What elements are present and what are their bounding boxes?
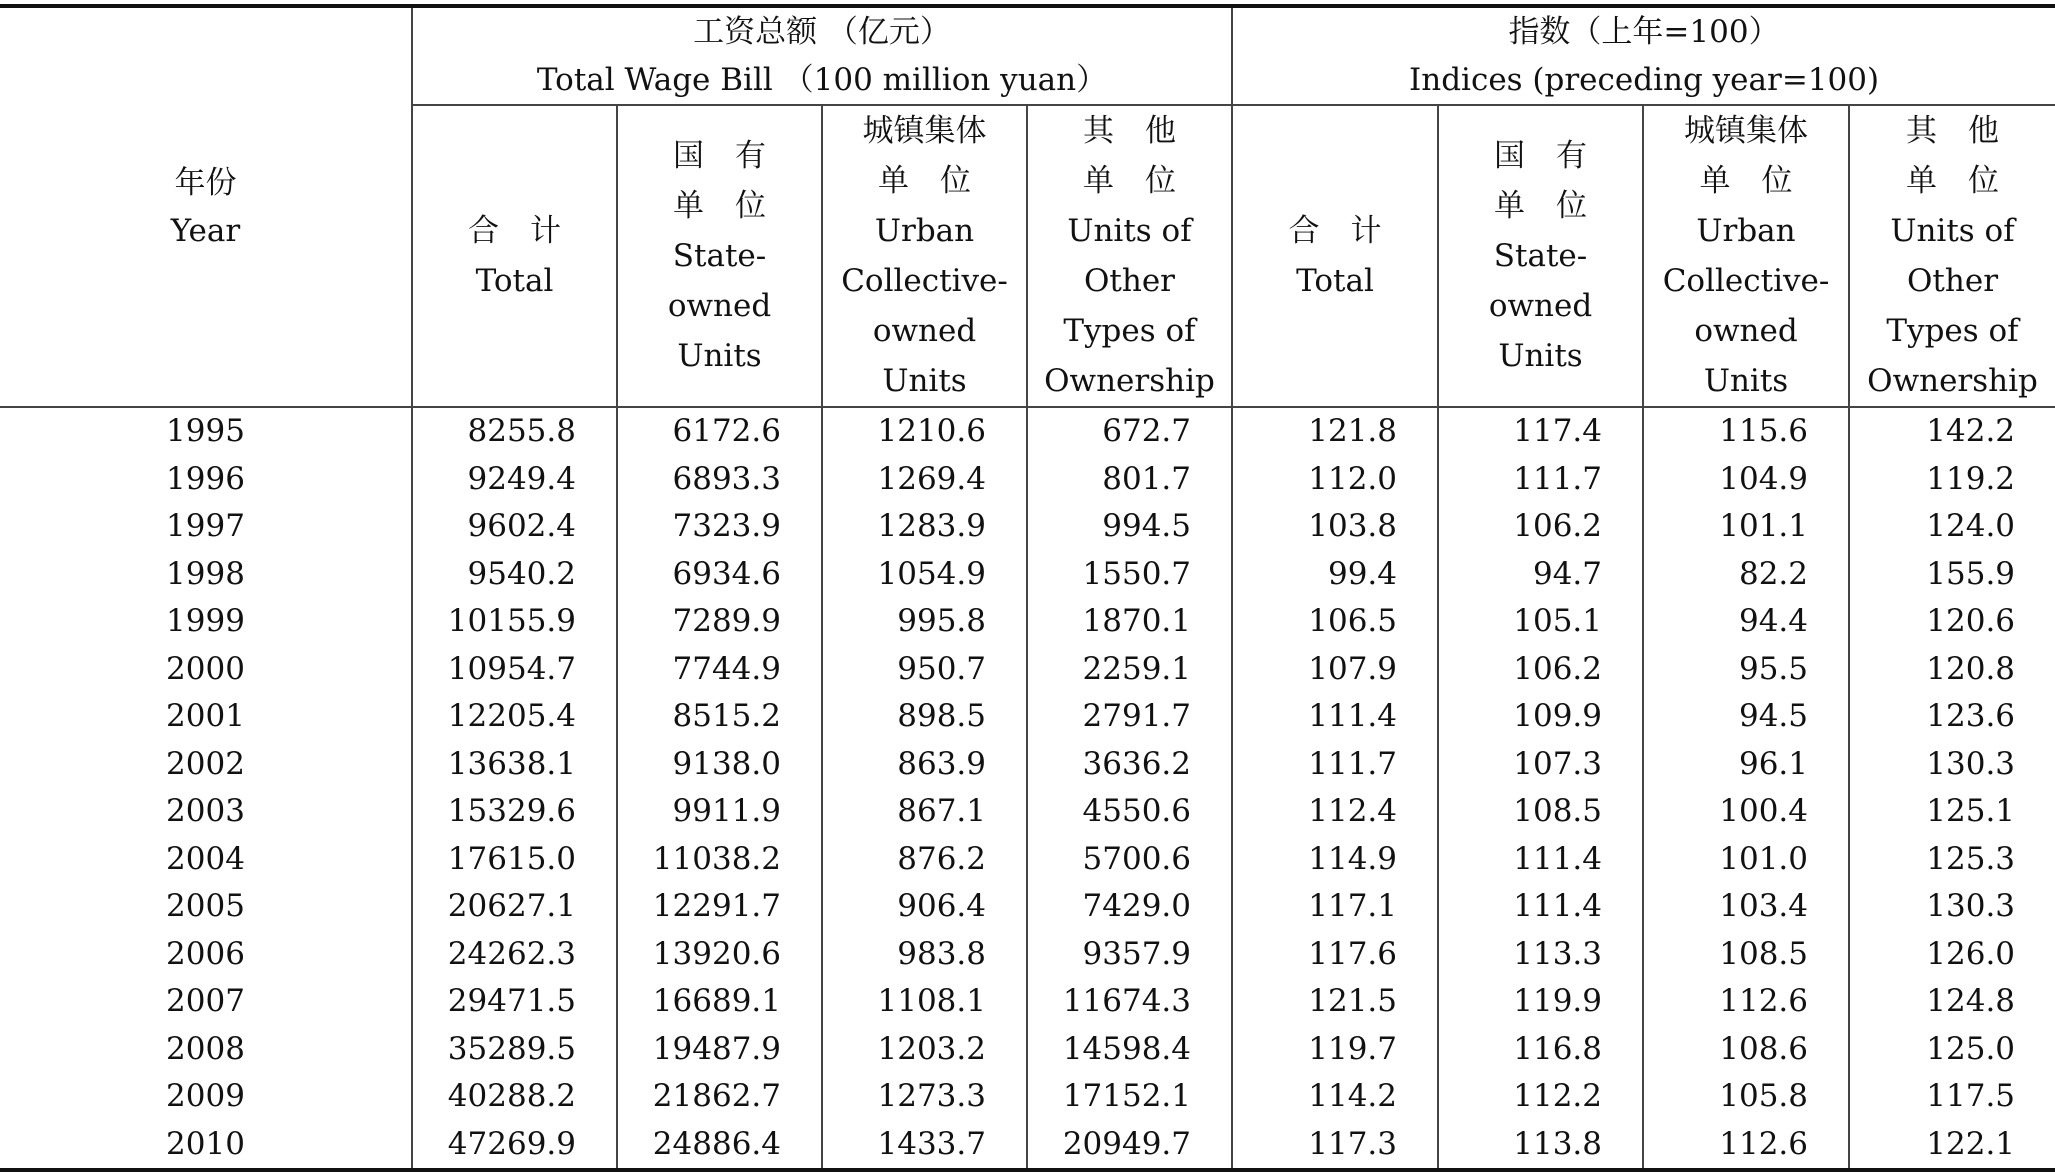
- wage-cell-1: 6934.6: [617, 551, 822, 599]
- year-cell: 2003: [0, 788, 412, 836]
- wage-cell-2: 867.1: [822, 788, 1027, 836]
- year-cell: 2006: [0, 931, 412, 979]
- index-cell-0: 107.9: [1232, 646, 1438, 694]
- wage-cell-1: 7744.9: [617, 646, 822, 694]
- index-cell-0: 111.7: [1232, 741, 1438, 789]
- index-cell-1: 111.4: [1438, 883, 1643, 931]
- wage-cell-2: 1203.2: [822, 1026, 1027, 1074]
- table-row: [0, 646, 2055, 694]
- wage-cell-1: 19487.9: [617, 1026, 822, 1074]
- col-header-en: Units: [1703, 363, 1789, 399]
- wage-cell-0: 24262.3: [412, 931, 617, 979]
- wage-cell-0: 47269.9: [412, 1121, 617, 1171]
- index-cell-2: 82.2: [1643, 551, 1849, 599]
- index-cell-1: 109.9: [1438, 693, 1643, 741]
- wage-cell-0: 10954.7: [412, 646, 617, 694]
- index-cell-1: 117.4: [1438, 407, 1643, 456]
- year-header-en: Year: [170, 213, 241, 249]
- wage-cell-1: 9138.0: [617, 741, 822, 789]
- index-cell-1: 116.8: [1438, 1026, 1643, 1074]
- wage-cell-2: 1269.4: [822, 456, 1027, 504]
- col-header-en: Units: [882, 363, 967, 399]
- wage-cell-1: 16689.1: [617, 978, 822, 1026]
- col-header-en: State-: [672, 238, 767, 274]
- table-row: [0, 788, 2055, 836]
- col-header-en: Other: [1084, 263, 1176, 299]
- table-row: [0, 503, 2055, 551]
- wage-cell-2: 1433.7: [822, 1121, 1027, 1171]
- wage-cell-1: 11038.2: [617, 836, 822, 884]
- index-cell-3: 120.8: [1926, 650, 2016, 687]
- col-header-cn1: 国 有: [1494, 138, 1588, 174]
- index-cell-3: 155.9: [1926, 555, 2016, 592]
- index-cell-2: 103.4: [1643, 883, 1849, 931]
- wage-cell-0: 9540.2: [412, 551, 617, 599]
- index-cell-1: 106.2: [1438, 503, 1643, 551]
- table-row: [0, 1073, 2055, 1121]
- wage-cell-0: 15329.6: [412, 788, 617, 836]
- table-row: [0, 598, 2055, 646]
- wage-cell-3: 2259.1: [1027, 646, 1232, 694]
- index-group-cn: 指数（上年=100）: [1508, 14, 1780, 50]
- col-header-cn1: 合 计: [468, 213, 561, 249]
- wage-cell-3: 9357.9: [1027, 931, 1232, 979]
- wage-cell-3: 20949.7: [1027, 1121, 1232, 1171]
- col-header-en: owned: [1488, 288, 1593, 324]
- table-header: [0, 6, 2055, 407]
- index-cell-3: 125.0: [1926, 1030, 2016, 1067]
- year-cell: 1995: [0, 407, 412, 456]
- year-cell: 2005: [0, 883, 412, 931]
- index-cell-2: 104.9: [1643, 456, 1849, 504]
- index-cell-2: 105.8: [1643, 1073, 1849, 1121]
- col-header-en: Urban: [874, 213, 975, 249]
- wage-cell-3: 11674.3: [1027, 978, 1232, 1026]
- wage-cell-1: 24886.4: [617, 1121, 822, 1171]
- table-row: [0, 836, 2055, 884]
- col-header-cn2: 单 位: [1083, 163, 1176, 199]
- index-cell-0: 117.6: [1232, 931, 1438, 979]
- year-header: [0, 6, 412, 407]
- index-cell-2: 112.6: [1643, 1121, 1849, 1171]
- index-cell-3: 130.3: [1926, 745, 2016, 782]
- index-cell-0: 111.4: [1232, 693, 1438, 741]
- index-cell-3: 122.1: [1926, 1125, 2016, 1162]
- index-cell-0: 121.5: [1232, 978, 1438, 1026]
- year-cell: 2004: [0, 836, 412, 884]
- table-row: [0, 1026, 2055, 1074]
- col-header-en: Units: [677, 338, 762, 374]
- index-cell-2: 108.5: [1643, 931, 1849, 979]
- year-cell: 1996: [0, 456, 412, 504]
- index-cell-1: 113.8: [1438, 1121, 1643, 1171]
- col-header-en: Total: [1296, 263, 1374, 299]
- wage-cell-0: 35289.5: [412, 1026, 617, 1074]
- wage-cell-3: 672.7: [1027, 407, 1232, 456]
- col-header-en: Urban: [1696, 213, 1796, 249]
- wage-cell-2: 898.5: [822, 693, 1027, 741]
- wage-cell-3: 2791.7: [1027, 693, 1232, 741]
- index-col-header-3: [1849, 105, 2055, 407]
- table-row: [0, 1121, 2055, 1171]
- index-cell-2: 95.5: [1643, 646, 1849, 694]
- wage-col-header-0: [412, 105, 617, 407]
- col-header-cn1: 城镇集体: [1684, 113, 1809, 149]
- wage-cell-3: 5700.6: [1027, 836, 1232, 884]
- index-cell-3: 119.2: [1926, 460, 2016, 497]
- col-header-en: Units of: [1067, 213, 1192, 249]
- table-row: [0, 407, 2055, 456]
- index-cell-3: 125.3: [1926, 840, 2016, 877]
- wage-cell-3: 4550.6: [1027, 788, 1232, 836]
- wage-cell-3: 3636.2: [1027, 741, 1232, 789]
- year-cell: 2001: [0, 693, 412, 741]
- index-cell-0: 103.8: [1232, 503, 1438, 551]
- index-cell-0: 112.0: [1232, 456, 1438, 504]
- table-row: [0, 883, 2055, 931]
- index-col-header-2: [1643, 105, 1849, 407]
- wage-cell-3: 1870.1: [1027, 598, 1232, 646]
- wage-cell-0: 17615.0: [412, 836, 617, 884]
- index-cell-3: 120.6: [1926, 603, 2016, 639]
- index-cell-3: 126.0: [1926, 935, 2016, 972]
- wage-cell-0: 9602.4: [412, 503, 617, 551]
- index-cell-2: 96.1: [1643, 741, 1849, 789]
- col-header-cn2: 单 位: [1494, 188, 1588, 224]
- index-cell-2: 112.6: [1643, 978, 1849, 1026]
- col-header-cn1: 其 他: [1906, 113, 2000, 149]
- col-header-en: Units of: [1890, 213, 2015, 249]
- col-header-en: Units: [1498, 338, 1583, 374]
- wage-cell-0: 9249.4: [412, 456, 617, 504]
- col-header-en: Types of: [1063, 313, 1196, 349]
- index-cell-0: 106.5: [1232, 598, 1438, 646]
- wage-cell-1: 6893.3: [617, 456, 822, 504]
- wage-cell-3: 14598.4: [1027, 1026, 1232, 1074]
- index-cell-2: 94.4: [1643, 598, 1849, 646]
- wage-table: [0, 4, 2055, 1172]
- index-cell-0: 99.4: [1232, 551, 1438, 599]
- table-row: [0, 551, 2055, 599]
- wage-cell-1: 8515.2: [617, 693, 822, 741]
- wage-cell-0: 8255.8: [412, 407, 617, 456]
- index-cell-1: 107.3: [1438, 741, 1643, 789]
- col-header-cn1: 城镇集体: [862, 113, 987, 149]
- col-header-cn2: 单 位: [878, 163, 971, 199]
- year-header-cn: 年份: [174, 165, 237, 201]
- wage-cell-2: 1210.6: [822, 407, 1027, 456]
- wage-cell-2: 950.7: [822, 646, 1027, 694]
- index-cell-1: 94.7: [1438, 551, 1643, 599]
- wage-cell-2: 983.8: [822, 931, 1027, 979]
- index-cell-1: 108.5: [1438, 788, 1643, 836]
- year-cell: 2010: [0, 1121, 412, 1171]
- index-cell-2: 101.1: [1643, 503, 1849, 551]
- index-cell-0: 114.9: [1232, 836, 1438, 884]
- index-cell-3: 125.1: [1926, 793, 2016, 829]
- year-cell: 1999: [0, 598, 412, 646]
- index-cell-1: 105.1: [1438, 598, 1643, 646]
- wage-cell-2: 1283.9: [822, 503, 1027, 551]
- col-header-en: Collective-: [841, 263, 1008, 299]
- wage-cell-1: 12291.7: [617, 883, 822, 931]
- year-cell: 2009: [0, 1073, 412, 1121]
- index-cell-3: 124.0: [1926, 508, 2016, 544]
- wage-cell-1: 6172.6: [617, 407, 822, 456]
- col-header-cn1: 其 他: [1083, 113, 1176, 149]
- index-cell-1: 106.2: [1438, 646, 1643, 694]
- wage-cell-0: 20627.1: [412, 883, 617, 931]
- index-cell-2: 108.6: [1643, 1026, 1849, 1074]
- index-cell-2: 94.5: [1643, 693, 1849, 741]
- index-cell-2: 115.6: [1643, 407, 1849, 456]
- wage-cell-2: 1054.9: [822, 551, 1027, 599]
- wage-cell-3: 17152.1: [1027, 1073, 1232, 1121]
- wage-cell-3: 1550.7: [1027, 551, 1232, 599]
- wage-cell-2: 863.9: [822, 741, 1027, 789]
- wage-cell-2: 995.8: [822, 598, 1027, 646]
- wage-col-header-1: [617, 105, 822, 407]
- index-cell-0: 114.2: [1232, 1073, 1438, 1121]
- year-cell: 2007: [0, 978, 412, 1026]
- wage-cell-0: 29471.5: [412, 978, 617, 1026]
- wage-cell-2: 1108.1: [822, 978, 1027, 1026]
- col-header-cn2: 单 位: [1906, 163, 2000, 199]
- year-cell: 2002: [0, 741, 412, 789]
- index-cell-2: 100.4: [1643, 788, 1849, 836]
- table-row: [0, 693, 2055, 741]
- index-cell-3: 130.3: [1926, 888, 2016, 924]
- index-cell-0: 117.3: [1232, 1121, 1438, 1171]
- year-cell: 2000: [0, 646, 412, 694]
- wage-cell-3: 7429.0: [1027, 883, 1232, 931]
- col-header-cn2: 单 位: [673, 188, 766, 224]
- year-cell: 2008: [0, 1026, 412, 1074]
- wage-cell-0: 40288.2: [412, 1073, 617, 1121]
- col-header-en: Collective-: [1662, 263, 1830, 299]
- wage-cell-2: 1273.3: [822, 1073, 1027, 1121]
- index-col-header-0: [1232, 105, 1438, 407]
- index-cell-1: 112.2: [1438, 1073, 1643, 1121]
- wage-cell-1: 7323.9: [617, 503, 822, 551]
- index-group-header: [1232, 6, 2055, 105]
- wage-cell-1: 7289.9: [617, 598, 822, 646]
- wage-cell-3: 994.5: [1027, 503, 1232, 551]
- col-header-cn1: 合 计: [1288, 213, 1382, 249]
- wage-col-header-2: [822, 105, 1027, 407]
- wage-cell-0: 13638.1: [412, 741, 617, 789]
- index-cell-0: 119.7: [1232, 1026, 1438, 1074]
- wage-cell-0: 10155.9: [412, 598, 617, 646]
- table-row: [0, 978, 2055, 1026]
- col-header-en: State-: [1493, 238, 1588, 274]
- index-cell-0: 121.8: [1232, 407, 1438, 456]
- col-header-en: Ownership: [1867, 363, 2038, 399]
- col-header-en: Ownership: [1044, 363, 1215, 399]
- index-cell-1: 111.7: [1438, 456, 1643, 504]
- wage-col-header-3: [1027, 105, 1232, 407]
- wage-cell-2: 906.4: [822, 883, 1027, 931]
- col-header-en: Other: [1907, 263, 1999, 299]
- table-row: [0, 741, 2055, 789]
- col-header-cn2: 单 位: [1699, 163, 1793, 199]
- index-cell-2: 101.0: [1643, 836, 1849, 884]
- wage-cell-1: 13920.6: [617, 931, 822, 979]
- col-header-en: owned: [872, 313, 977, 349]
- wage-cell-0: 12205.4: [412, 693, 617, 741]
- index-cell-0: 112.4: [1232, 788, 1438, 836]
- wage-group-cn: 工资总额 （亿元）: [693, 14, 951, 50]
- col-header-en: owned: [667, 288, 772, 324]
- wage-cell-3: 801.7: [1027, 456, 1232, 504]
- wage-cell-1: 9911.9: [617, 788, 822, 836]
- wage-cell-1: 21862.7: [617, 1073, 822, 1121]
- index-cell-1: 111.4: [1438, 836, 1643, 884]
- table-body: [0, 407, 2055, 1170]
- wage-cell-2: 876.2: [822, 836, 1027, 884]
- col-header-en: Types of: [1886, 313, 2019, 349]
- index-cell-1: 113.3: [1438, 931, 1643, 979]
- col-header-cn1: 国 有: [673, 138, 766, 174]
- col-header-en: Total: [475, 263, 554, 299]
- index-group-en: Indices (preceding year=100): [1408, 62, 1880, 98]
- index-cell-3: 123.6: [1926, 698, 2016, 734]
- year-cell: 1998: [0, 551, 412, 599]
- table-row: [0, 931, 2055, 979]
- index-cell-1: 119.9: [1438, 978, 1643, 1026]
- index-cell-3: 142.2: [1926, 413, 2016, 449]
- wage-group-en: Total Wage Bill （100 million yuan）: [536, 62, 1108, 98]
- table-row: [0, 456, 2055, 504]
- index-cell-0: 117.1: [1232, 883, 1438, 931]
- wage-group-header: [412, 6, 1232, 105]
- index-cell-3: 124.8: [1926, 983, 2016, 1019]
- year-cell: 1997: [0, 503, 412, 551]
- col-header-en: owned: [1694, 313, 1798, 349]
- index-col-header-1: [1438, 105, 1643, 407]
- index-cell-3: 117.5: [1926, 1078, 2016, 1114]
